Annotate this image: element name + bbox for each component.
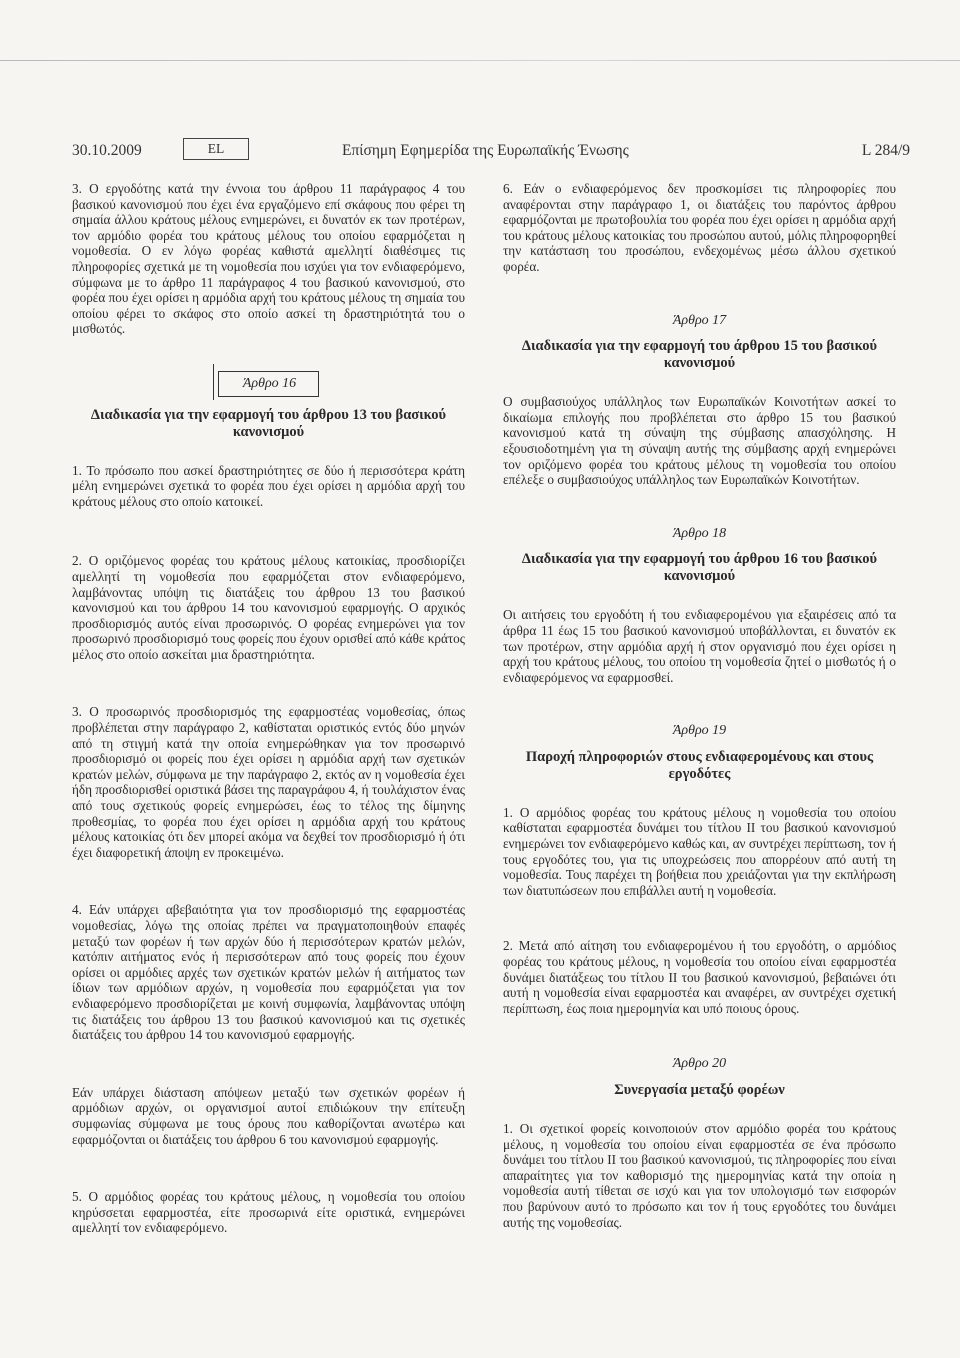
paragraph: 1. Το πρόσωπο που ασκεί δραστηριότητες σε δύο ή περισσότερα κράτη μέλη ενημερώνει σχετικά το φορέα που έχει ορίσει η αρμόδια αρχή του κράτους μέλους στο οποίο κατοικεί. — [72, 462, 465, 509]
page-header — [72, 138, 910, 164]
page-reference: L 284/9 — [861, 142, 910, 159]
article-subtitle: Διαδικασία για την εφαρμογή του άρθρου 13 του βασικού κανονισμού — [90, 406, 447, 440]
paragraph: Ο συμβασιούχος υπάλληλος των Ευρωπαϊκών Κοινοτήτων ασκεί το δικαίωμα επιλογής που προβλέπεται στο άρθρο 15 του βασικού κανονισμού κατά τη σύναψη της σύμβασης απασχόλησης. Η εξουσιοδοτημένη για τη σύναψη αυτής της σύμβασης αρχή ενημερώνει τον οριζόμενο φορέα του κράτους μέλους τη νομοθεσία του οποίου επέλεξε ο συμβασιούχος υπάλληλος των Ευρωπαϊκών Κοινοτήτων. — [503, 394, 896, 488]
left-column — [72, 181, 465, 1236]
article-subtitle: Συνεργασία μεταξύ φορέων — [614, 1082, 785, 1098]
journal-title: Επίσημη Εφημερίδα της Ευρωπαϊκής Ένωσης — [342, 142, 629, 159]
article-heading — [72, 371, 465, 397]
paragraph: 2. Ο οριζόμενος φορέας του κράτους μέλους κατοικίας, προσδιορίζει αμελλητί τη νομοθεσία που εφαρμόζεται στον ενδιαφερόμενο, λαμβάνοντας υπόψη τις διατάξεις του άρθρου 13 του βασικού κανονισμού και του άρθρου 14 του κανονισμού εφαρμογής. Ο αρχικός προσδιορισμός αυτός είναι προσωρινός. Ο φορέας ενημερώνει για τον προσωρινό προσδιορισμό τους φορείς που έχουν ορισθεί από κάθε κράτος μέλος στο οποίο ασκείται μια δραστηριότητα. — [72, 553, 465, 662]
header-date: 30.10.2009 — [72, 142, 142, 159]
paragraph: Εάν υπάρχει διάσταση απόψεων μεταξύ των σχετικών φορέων ή αρμόδιων αρχών, οι οργανισμοί αυτοί επιδιώκουν την επίτευξη συμφωνίας σύμφωνα με τους όρους που καθορίζονται ανωτέρω και εφαρμόζονται οι διατάξεις του άρθρου 6 του κανονισμού εφαρμογής. — [72, 1084, 465, 1147]
article-subtitle: Διαδικασία για την εφαρμογή του άρθρου 16 του βασικού κανονισμού — [521, 551, 878, 585]
language-box: EL — [183, 138, 249, 160]
paragraph: 1. Οι σχετικοί φορείς κοινοποιούν στον αρμόδιο φορέα του κράτους μέλους, η νομοθεσία του οποίου είναι εφαρμοστέα σε ένα πρόσωπο δυνάμει του τίτλου II του βασικού κανονισμού, τις πληροφορίες που είναι απαραίτητες για τον καθορισμό της ημερομηνίας κατά την οποία η νομοθεσία αυτή τίθεται σε ισχύ και για τον υπολογισμό των εισφορών που βαρύνουν αυτό το πρόσωπο και τον ή τους εργοδότες του δυνάμει αυτής της νομοθεσίας. — [503, 1121, 896, 1230]
article-heading: Άρθρο 17 — [672, 312, 727, 328]
paragraph: 4. Εάν υπάρχει αβεβαιότητα για τον προσδιορισμό της εφαρμοστέας νομοθεσίας, λόγω της οποίας πρέπει να πραγματοποιηθούν επαφές μεταξύ των φορέων ή των αρχών δύο ή περισσότερων κρατών μελών, κατόπιν αιτήματος ενός ή περισσότερων από τους φορείς που έχουν ορίσει οι αρμόδιες αρχές των σχετικών κρατών μελών ή αιτήματος των ίδιων των αρμόδιων αρχών, η νομοθεσία που εφαρμόζεται για τον ενδιαφερόμενο προσδιορίζεται με κοινή συμφωνία, λαμβάνοντας υπόψη τις διατάξεις του άρθρου 13 του βασικού κανονισμού και τις σχετικές διατάξεις του άρθρου 14 του κανονισμού εφαρμογής. — [72, 902, 465, 1043]
article-heading: Άρθρο 20 — [672, 1056, 727, 1072]
paragraph: 5. Ο αρμόδιος φορέας του κράτους μέλους, η νομοθεσία του οποίου κηρύσσεται εφαρμοστέα, είτε προσωρινά είτε οριστικά, ενημερώνει αμελλητί τον ενδιαφερόμενο. — [72, 1189, 465, 1236]
article-heading: Άρθρο 19 — [672, 723, 727, 739]
paragraph: Οι αιτήσεις του εργοδότη ή του ενδιαφερομένου για εξαιρέσεις από τα άρθρα 11 έως 15 του βασικού κανονισμού υποβάλλονται, ει δυνατόν εκ των προτέρων, στην αρμόδια αρχή ή στον οργανισμό που έχει ορίσει η αρχή του κράτους μέλους, του οποίου τη νομοθεσία ζητεί ο μισθωτός ή ο ενδιαφερόμενος να εφαρμοσθεί. — [503, 607, 896, 685]
paragraph: 2. Μετά από αίτηση του ενδιαφερομένου ή του εργοδότη, ο αρμόδιος φορέας του κράτους μέλους, η νομοθεσία του οποίου είναι εφαρμοστέα δυνάμει διατάξεως του τίτλου II του βασικού κανονισμού, βεβαιώνει ότι αυτή η νομοθεσία είναι εφαρμοστέα και αναφέρει, αν συντρέχει σχετική περίπτωση, έως ποια ημερομηνία και υπό ποιους όρους. — [503, 938, 896, 1016]
right-column — [503, 181, 896, 1230]
paragraph: 3. Ο εργοδότης κατά την έννοια του άρθρου 11 παράγραφος 4 του βασικού κανονισμού που έχει ένα εργαζόμενο επί σκάφους που φέρει τη σημαία άλλου κράτους μέλους ενημερώνει, ει δυνατόν εκ των προτέρων, τον αρμόδιο φορέα του κράτους μέλους του οποίου εφαρμόζεται η νομοθεσία. Ο εν λόγω φορέας καθιστά αμελλητί διαθέσιμες τις πληροφορίες σχετικά με τη νομοθεσία που ισχύει για τον ενδιαφερόμενο, σύμφωνα με το άρθρο 11 παράγραφος 4 του βασικού κανονισμού, στο φορέα που έχει ορίσει η αρμόδια αρχή του κράτους μέλους τη σημαία του οποίου φέρει το σκάφος στο οποίο ασκεί τη δραστηριότητά του ο μισθωτός. — [72, 181, 465, 337]
article-subtitle: Παροχή πληροφοριών στους ενδιαφερομένους και στους εργοδότες — [525, 748, 874, 782]
article-number: Άρθρο 16 — [218, 371, 319, 397]
paragraph: 1. Ο αρμόδιος φορέας του κράτους μέλους η νομοθεσία του οποίου καθίσταται εφαρμοστέα δυνάμει του τίτλου II του βασικού κανονισμού ενημερώνει τον ενδιαφερόμενο καθώς και, αν συντρέχει περίπτωση, τον ή τους εργοδότες του, για τις υποχρεώσεις που απορρέουν από αυτή τη νομοθεσία. Τους παρέχει τη βοήθεια που χρειάζονται για την εκπλήρωση των διατυπώσεων που επιβάλλει αυτή η νομοθεσία. — [503, 804, 896, 898]
paragraph: 3. Ο προσωρινός προσδιορισμός της εφαρμοστέας νομοθεσίας, όπως προβλέπεται στην παράγραφο 2, καθίσταται οριστικός εντός δύο μηνών από τη στιγμή κατά την οποία ενημερώθηκαν για τον προσωρινό προσδιορισμό οι φορείς που έχει ορίσει η αρμόδια αρχή των σχετικών κρατών μελών, σύμφωνα με την παράγραφο 2, εκτός αν η νομοθεσία έχει ήδη προσδιορισθεί οριστικά βάσει της παραγράφου 4, ή τουλάχιστον ένας από τους σχετικούς φορείς ενημερώσει, έως το τέλος της δίμηνης προθεσμίας, το φορέα που έχει ορίσει η αρμόδια αρχή του κράτους μέλους κατοικίας ότι δεν μπορεί ακόμα να δεχθεί τον προσδιορισμό ή ότι έχει διαφορετική άποψη εν προκειμένω. — [72, 704, 465, 860]
paragraph: 6. Εάν ο ενδιαφερόμενος δεν προσκομίσει τις πληροφορίες που αναφέρονται στην παράγραφο 1, οι διατάξεις του παρόντος άρθρου εφαρμόζονται με πρωτοβουλία του φορέα που έχει ορίσει η αρμόδια αρχή του κράτους μέλους κατοικίας του προσώπου αυτού, μόλις πληροφορηθεί την κατάσταση του προσώπου, ενδεχομένως μέσω άλλου σχετικού φορέα. — [503, 181, 896, 274]
scan-edge — [0, 60, 960, 61]
article-subtitle: Διαδικασία για την εφαρμογή του άρθρου 15 του βασικού κανονισμού — [521, 338, 878, 372]
article-heading: Άρθρο 18 — [672, 525, 727, 541]
